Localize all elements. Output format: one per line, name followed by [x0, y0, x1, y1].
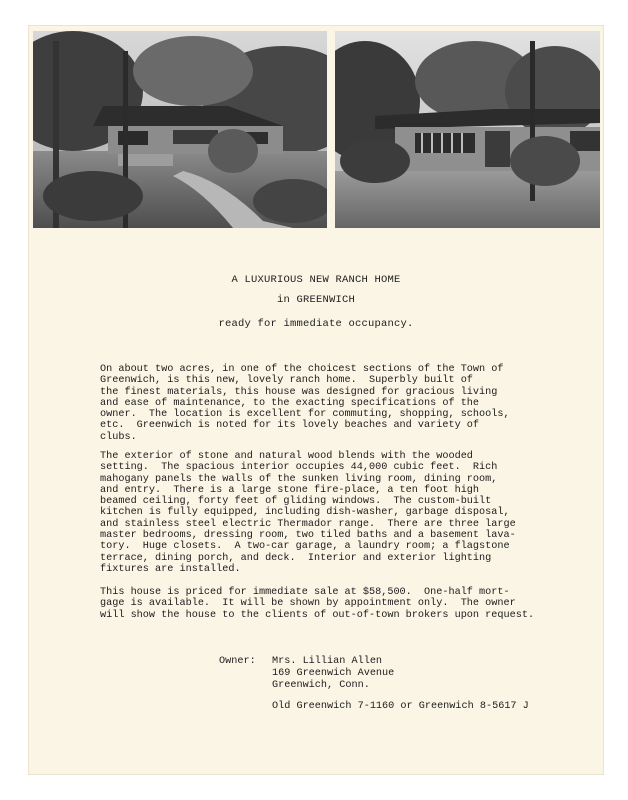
house-front-photo: [33, 31, 327, 228]
photo-strip: [33, 31, 599, 228]
owner-city: Greenwich, Conn.: [272, 680, 370, 691]
house-side-photo: [335, 31, 600, 228]
paragraph-features: The exterior of stone and natural wood blends with the wooded setting. The spacious interior occupies 44,000 cubic feet. Rich mahogany panels the walls of the sunken living room, dining room, and entry. There is a large stone fire-place, a ten foot high beamed ceiling, forty feet of gliding windows. The custom-built kitchen is fully equipped, including dish-washer, garbage disposal, and stainless steel electric Thermador range. There are three large master bedrooms, dressing room, two tiled baths and a basement lava- tory. Huge closets. A two-car garage, a laundry room; a flagstone terrace, dining porch, and deck. Interior and exterior lighting fixtures are installed.: [100, 451, 516, 575]
flyer-subtitle: in GREENWICH: [276, 294, 355, 306]
flyer-tagline: ready for immediate occupancy.: [218, 318, 414, 330]
owner-phone: Old Greenwich 7-1160 or Greenwich 8-5617 J: [272, 701, 529, 712]
paragraph-location: On about two acres, in one of the choicest sections of the Town of Greenwich, is this new, lovely ranch home. Superbly built of the finest materials, this house was designed for gracious living and ease of maintenance, to the exacting specifications of the owner. The location is excellent for commuting, shopping, schools, etc. Greenwich is noted for its lovely beaches and variety of clubs.: [100, 364, 510, 443]
house-front-photo-icon: [33, 31, 327, 228]
flyer-page: [29, 26, 603, 774]
house-side-photo-icon: [335, 31, 600, 228]
owner-street: 169 Greenwich Avenue: [272, 668, 395, 679]
flyer-title: A LUXURIOUS NEW RANCH HOME: [231, 274, 401, 286]
owner-name: Mrs. Lillian Allen: [272, 656, 383, 667]
owner-label: Owner:: [219, 656, 256, 667]
paragraph-price: This house is priced for immediate sale at $58,500. One-half mort- gage is available. It will be shown by appointment only. The owner will show the house to the clients of out-of-town brokers upon request.: [100, 587, 535, 621]
